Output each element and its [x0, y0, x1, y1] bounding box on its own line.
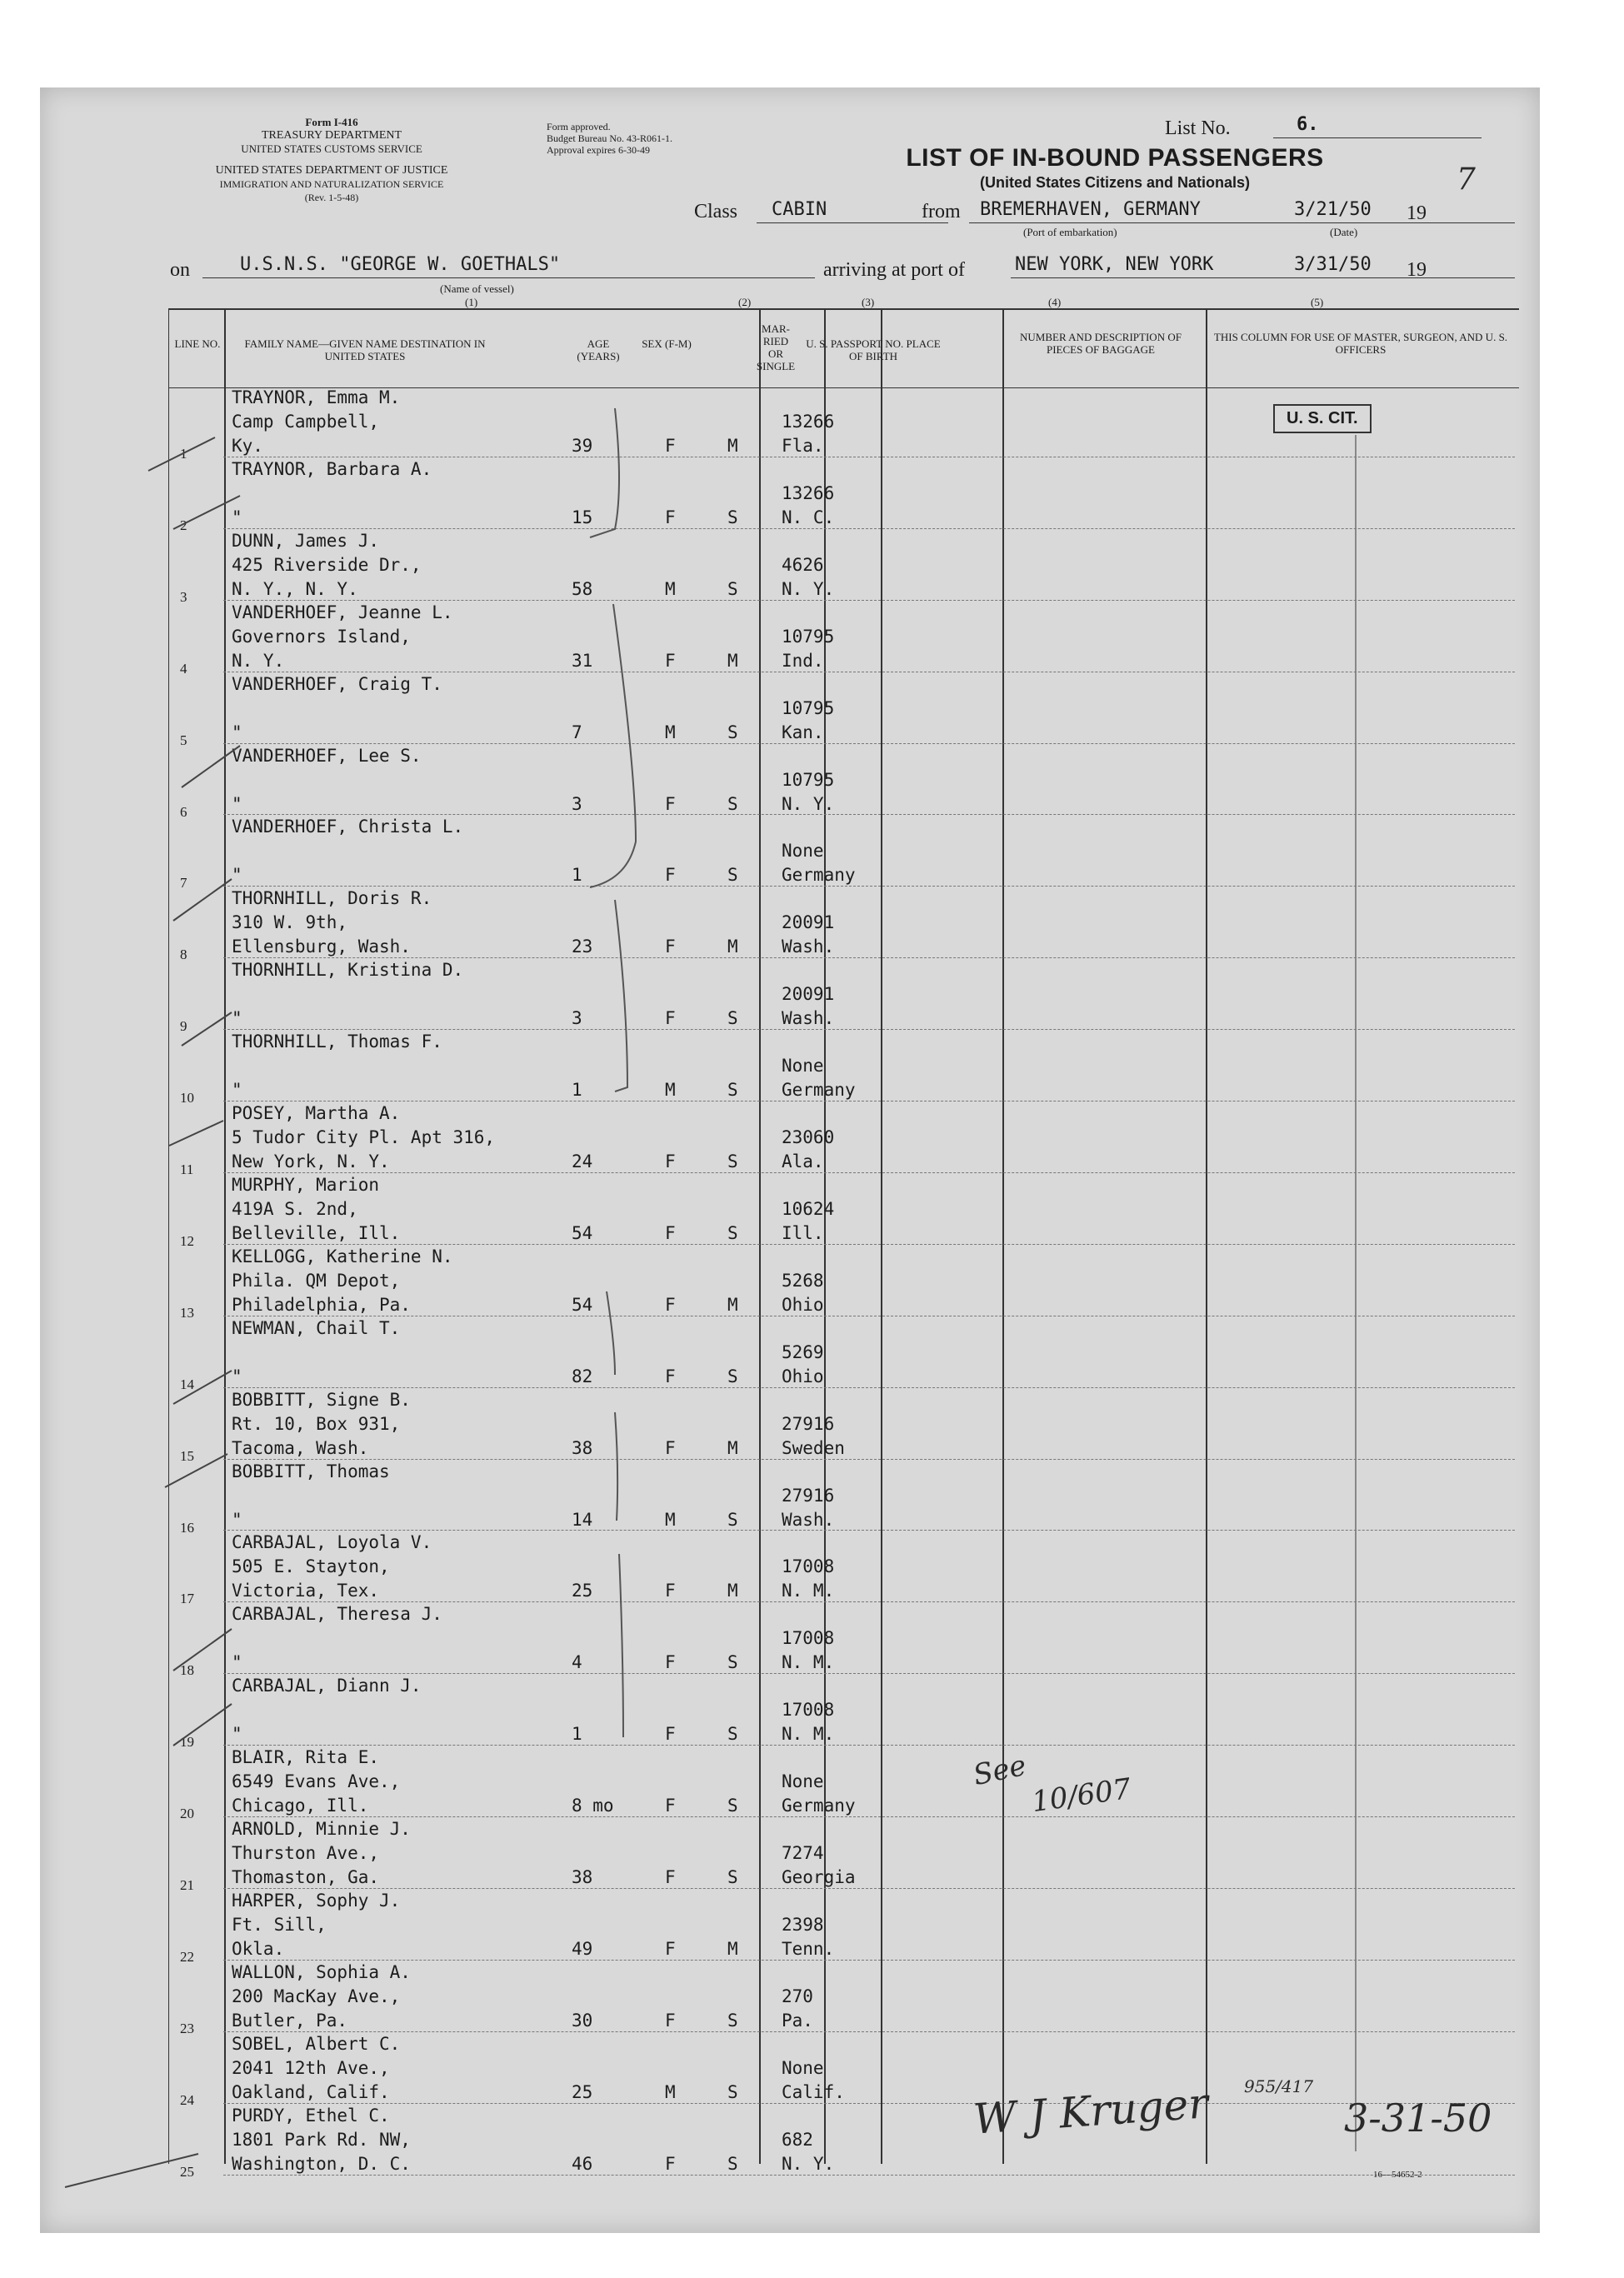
destination-line-1: 2041 12th Ave.,	[232, 2057, 390, 2078]
sex: F	[665, 1581, 676, 1601]
place-of-birth: Tenn.	[782, 1938, 835, 1959]
passenger-name: VANDERHOEF, Jeanne L.	[232, 602, 453, 622]
destination-line-2: Belleville, Ill.	[232, 1222, 401, 1243]
destination-line-1: Governors Island,	[232, 626, 411, 647]
doj-title: UNITED STATES DEPARTMENT OF JUSTICE	[215, 164, 448, 177]
sex: F	[665, 1008, 676, 1029]
destination-line-2: Butler, Pa.	[232, 2010, 348, 2031]
passport-number: 270	[782, 1986, 813, 2006]
passenger-name: SOBEL, Albert C.	[232, 2033, 401, 2054]
col-num-3: (3)	[862, 296, 875, 308]
sex: F	[665, 1724, 676, 1745]
baggage-note-number: 10/607	[1029, 1771, 1133, 1820]
passenger-name: TRAYNOR, Emma M.	[232, 387, 401, 407]
passport-number: None	[782, 1771, 824, 1792]
age: 7	[572, 722, 582, 742]
customs-service: UNITED STATES CUSTOMS SERVICE	[241, 142, 422, 155]
place-of-birth: Germany	[782, 865, 856, 886]
age: 3	[572, 1008, 582, 1029]
port-embark-caption: (Port of embarkation)	[1023, 226, 1117, 238]
age: 4	[572, 1652, 582, 1673]
destination-line-2: Okla.	[232, 1938, 285, 1959]
marital-status: M	[727, 1294, 738, 1315]
place-of-birth: Calif.	[782, 2081, 845, 2102]
destination-line-1: Phila. QM Depot,	[232, 1270, 401, 1291]
destination-line-2: N. Y.	[232, 650, 285, 671]
passport-number: 23060	[782, 1127, 835, 1147]
line-number: 25	[180, 2163, 194, 2180]
age: 46	[572, 2153, 593, 2174]
destination-line-2: Philadelphia, Pa.	[232, 1294, 411, 1315]
passenger-name: THORNHILL, Thomas F.	[232, 1032, 442, 1052]
destination-line-1: 1801 Park Rd. NW,	[232, 2129, 411, 2150]
signature-date: 3-31-50	[1344, 2096, 1492, 2141]
baggage-note-see: See	[970, 1748, 1030, 1793]
passenger-name: ARNOLD, Minnie J.	[232, 1819, 411, 1839]
age: 38	[572, 1867, 593, 1887]
col-baggage: NUMBER AND DESCRIPTION OF PIECES OF BAGGAGE	[1020, 331, 1182, 356]
age: 3	[572, 793, 582, 814]
place-of-birth: Fla.	[782, 436, 824, 456]
passport-number: 2398	[782, 1914, 824, 1935]
passport-number: None	[782, 2057, 824, 2078]
passenger-name: THORNHILL, Kristina D.	[232, 960, 464, 981]
place-of-birth: N. M.	[782, 1724, 835, 1745]
age: 23	[572, 937, 593, 957]
line-number: 13	[180, 1304, 194, 1321]
col-num-2: (2)	[738, 296, 752, 308]
line-number: 18	[180, 1662, 194, 1679]
sex: F	[665, 937, 676, 957]
passenger-name: VANDERHOEF, Lee S.	[232, 745, 422, 766]
marital-status: S	[727, 1796, 738, 1816]
approval-line-3: Approval expires 6-30-49	[547, 144, 650, 156]
sex: F	[665, 1796, 676, 1816]
place-of-birth: Pa.	[782, 2010, 813, 2031]
page-subtitle: (United States Citizens and Nationals)	[979, 174, 1251, 191]
line-number: 2	[180, 517, 187, 533]
line-number: 10	[180, 1090, 194, 1107]
destination-line-2: "	[232, 507, 242, 527]
place-of-birth: Wash.	[782, 1008, 835, 1029]
passenger-name: POSEY, Martha A.	[232, 1103, 401, 1123]
marital-status: M	[727, 436, 738, 456]
sex: F	[665, 1294, 676, 1315]
destination-line-2: "	[232, 1652, 242, 1673]
place-of-birth: Ind.	[782, 650, 824, 671]
age: 82	[572, 1366, 593, 1386]
marital-status: S	[727, 793, 738, 814]
revision-date: (Rev. 1-5-48)	[304, 192, 359, 203]
sex: M	[665, 1509, 676, 1530]
destination-line-1: Rt. 10, Box 931,	[232, 1413, 401, 1434]
place-of-birth: N. M.	[782, 1581, 835, 1601]
destination-line-2: New York, N. Y.	[232, 1151, 390, 1171]
sex: F	[665, 1652, 676, 1673]
class-label: Class	[694, 201, 738, 222]
passport-number: 10795	[782, 769, 835, 790]
marital-status: S	[727, 2153, 738, 2174]
treasury-dept: TREASURY DEPARTMENT	[261, 129, 402, 142]
destination-line-2: "	[232, 793, 242, 814]
passport-number: 4626	[782, 554, 824, 575]
passport-number: 13266	[782, 412, 835, 432]
sex: F	[665, 650, 676, 671]
col-sex: SEX (F-M)	[642, 337, 692, 350]
marital-status: S	[727, 1509, 738, 1530]
passenger-name: TRAYNOR, Barbara A.	[232, 458, 432, 479]
place-of-birth: N. M.	[782, 1652, 835, 1673]
destination-line-1: 5 Tudor City Pl. Apt 316,	[232, 1127, 496, 1147]
sex: F	[665, 865, 676, 886]
place-of-birth: Ohio	[782, 1294, 824, 1315]
age: 25	[572, 1581, 593, 1601]
sex: M	[665, 2081, 676, 2102]
passenger-name: BOBBITT, Signe B.	[232, 1389, 411, 1410]
destination-line-2: "	[232, 1366, 242, 1386]
age: 8 mo	[572, 1796, 614, 1816]
approval-line-1: Form approved.	[547, 121, 611, 132]
passenger-name: BOBBITT, Thomas	[232, 1461, 390, 1481]
line-number: 17	[180, 1591, 194, 1607]
col-num-5: (5)	[1311, 296, 1324, 308]
line-number: 6	[180, 803, 187, 820]
destination-line-1: 6549 Evans Ave.,	[232, 1771, 401, 1792]
line-number: 20	[180, 1806, 194, 1822]
marital-status: S	[727, 2081, 738, 2102]
sex: F	[665, 507, 676, 527]
destination-line-2: Victoria, Tex.	[232, 1581, 380, 1601]
line-number: 23	[180, 2020, 194, 2036]
place-of-birth: N. Y.	[782, 2153, 835, 2174]
age: 1	[572, 1724, 582, 1745]
line-number: 12	[180, 1232, 194, 1249]
embarkation-port: BREMERHAVEN, GERMANY	[980, 199, 1201, 220]
marital-status: S	[727, 1867, 738, 1887]
place-of-birth: Sweden	[782, 1437, 845, 1458]
destination-line-1: 505 E. Stayton,	[232, 1556, 390, 1577]
marital-status: S	[727, 1724, 738, 1745]
passport-number: 20091	[782, 984, 835, 1005]
marital-status: S	[727, 1652, 738, 1673]
line-number: 5	[180, 732, 187, 748]
destination-line-1: Thurston Ave.,	[232, 1843, 380, 1863]
marital-status: S	[727, 1366, 738, 1386]
sex: F	[665, 793, 676, 814]
inspector-signature: W J Kruger	[972, 2079, 1210, 2144]
passenger-name: KELLOGG, Katherine N.	[232, 1246, 453, 1266]
age: 25	[572, 2081, 593, 2102]
destination-line-2: "	[232, 1008, 242, 1029]
approval-line-2: Budget Bureau No. 43-R061-1.	[547, 132, 672, 144]
passenger-name: DUNN, James J.	[232, 530, 380, 551]
passenger-name: CARBAJAL, Theresa J.	[232, 1604, 442, 1625]
destination-line-1: 310 W. 9th,	[232, 912, 348, 933]
sex: F	[665, 1867, 676, 1887]
place-of-birth: Wash.	[782, 1509, 835, 1530]
marital-status: S	[727, 722, 738, 742]
destination-line-2: "	[232, 1509, 242, 1530]
passport-number: 17008	[782, 1628, 835, 1649]
sex: F	[665, 1151, 676, 1171]
passenger-name: HARPER, Sophy J.	[232, 1890, 401, 1911]
age: 1	[572, 1080, 582, 1101]
passport-number: 5269	[782, 1341, 824, 1362]
place-of-birth: Ill.	[782, 1222, 824, 1243]
destination-line-2: "	[232, 865, 242, 886]
citizenship-stamp: U. S. CIT.	[1273, 404, 1372, 433]
passenger-name: VANDERHOEF, Craig T.	[232, 673, 442, 694]
page-number-mark: 7	[1457, 162, 1476, 197]
page-title: LIST OF IN-BOUND PASSENGERS	[906, 144, 1324, 172]
destination-line-2: Tacoma, Wash.	[232, 1437, 369, 1458]
destination-line-1: 419A S. 2nd,	[232, 1198, 358, 1219]
year-prefix-2: 19	[1407, 259, 1427, 281]
destination-line-2: Ky.	[232, 436, 263, 456]
from-label: from	[922, 201, 961, 222]
col-line-no: LINE NO.	[174, 337, 221, 350]
passport-number: None	[782, 1056, 824, 1077]
place-of-birth: N. C.	[782, 507, 835, 527]
destination-line-1: Camp Campbell,	[232, 412, 380, 432]
line-number: 15	[180, 1447, 194, 1464]
passport-number: 27916	[782, 1413, 835, 1434]
age: 54	[572, 1294, 593, 1315]
marital-status: S	[727, 1222, 738, 1243]
sex: M	[665, 1080, 676, 1101]
line-number: 4	[180, 660, 187, 677]
passport-number: 5268	[782, 1270, 824, 1291]
destination-line-2: "	[232, 722, 242, 742]
passenger-name: THORNHILL, Doris R.	[232, 888, 432, 909]
manifest-sheet	[40, 87, 1540, 2233]
line-number: 11	[180, 1161, 194, 1177]
place-of-birth: Kan.	[782, 722, 824, 742]
line-number: 8	[180, 947, 187, 963]
marital-status: S	[727, 1080, 738, 1101]
marital-status: M	[727, 650, 738, 671]
marital-status: S	[727, 2010, 738, 2031]
age: 58	[572, 578, 593, 599]
marital-status: S	[727, 1008, 738, 1029]
col-name: FAMILY NAME—GIVEN NAME DESTINATION IN UNITED STATES	[244, 337, 486, 362]
sex: M	[665, 578, 676, 599]
sex: M	[665, 722, 676, 742]
destination-line-2: N. Y., N. Y.	[232, 578, 358, 599]
list-no-value: 6.	[1297, 114, 1319, 135]
marital-status: M	[727, 1437, 738, 1458]
col-age: AGE (YEARS)	[577, 337, 620, 362]
passenger-name: NEWMAN, Chail T.	[232, 1317, 401, 1338]
line-number: 7	[180, 875, 187, 892]
marital-status: M	[727, 1581, 738, 1601]
passport-number: 17008	[782, 1700, 835, 1721]
on-label: on	[170, 259, 190, 281]
arriving-label: arriving at port of	[823, 259, 965, 281]
passport-number: 10795	[782, 626, 835, 647]
sex: F	[665, 1222, 676, 1243]
destination-line-2: Ellensburg, Wash.	[232, 937, 411, 957]
passenger-name: CARBAJAL, Diann J.	[232, 1676, 422, 1696]
age: 15	[572, 507, 593, 527]
line-number: 22	[180, 1948, 194, 1965]
destination-line-1: Ft. Sill,	[232, 1914, 327, 1935]
marital-status: S	[727, 865, 738, 886]
sex: F	[665, 2153, 676, 2174]
age: 31	[572, 650, 593, 671]
destination-line-2: "	[232, 1724, 242, 1745]
date-caption: (Date)	[1330, 226, 1358, 238]
age: 24	[572, 1151, 593, 1171]
destination-line-2: Oakland, Calif.	[232, 2081, 390, 2102]
line-number: 3	[180, 588, 187, 605]
passenger-name: VANDERHOEF, Christa L.	[232, 817, 464, 837]
passport-number: 13266	[782, 482, 835, 503]
destination-line-2: Thomaston, Ga.	[232, 1867, 380, 1887]
place-of-birth: N. Y.	[782, 578, 835, 599]
vessel-caption: (Name of vessel)	[440, 282, 514, 295]
sex: F	[665, 436, 676, 456]
destination-line-2: Chicago, Ill.	[232, 1796, 369, 1816]
passport-number: 7274	[782, 1843, 824, 1863]
destination-line-1: 200 MacKay Ave.,	[232, 1986, 401, 2006]
arrival-date: 3/31/50	[1294, 254, 1372, 275]
passport-number: 27916	[782, 1485, 835, 1506]
age: 30	[572, 2010, 593, 2031]
ins-title: IMMIGRATION AND NATURALIZATION SERVICE	[219, 178, 444, 190]
passport-number: 10795	[782, 697, 835, 718]
place-of-birth: Germany	[782, 1796, 856, 1816]
passport-number: 682	[782, 2129, 813, 2150]
marital-status: S	[727, 1151, 738, 1171]
place-of-birth: Germany	[782, 1080, 856, 1101]
sex: F	[665, 1366, 676, 1386]
footer-code: 16—54652-2	[1373, 2170, 1422, 2180]
passport-number: None	[782, 841, 824, 862]
class-value: CABIN	[772, 199, 827, 220]
passenger-name: MURPHY, Marion	[232, 1174, 380, 1195]
destination-line-2: "	[232, 1080, 242, 1101]
age: 54	[572, 1222, 593, 1243]
passenger-name: BLAIR, Rita E.	[232, 1747, 380, 1768]
age: 14	[572, 1509, 593, 1530]
age: 49	[572, 1938, 593, 1959]
line-number: 19	[180, 1734, 194, 1751]
place-of-birth: Wash.	[782, 937, 835, 957]
list-no-label: List No.	[1165, 117, 1231, 139]
passport-number: 10624	[782, 1198, 835, 1219]
age: 38	[572, 1437, 593, 1458]
destination-line-2: Washington, D. C.	[232, 2153, 411, 2174]
line-number: 21	[180, 1877, 194, 1893]
passport-number: 17008	[782, 1556, 835, 1577]
place-of-birth: Ohio	[782, 1366, 824, 1386]
line-number: 9	[180, 1018, 187, 1035]
signature-fraction: 955/417	[1244, 2076, 1314, 2096]
line-number: 1	[180, 446, 187, 462]
vessel-name: U.S.N.S. "GEORGE W. GOETHALS"	[240, 254, 561, 275]
year-prefix-1: 19	[1407, 202, 1427, 224]
passport-number: 20091	[782, 912, 835, 933]
passenger-name: CARBAJAL, Loyola V.	[232, 1532, 432, 1553]
sex: F	[665, 1938, 676, 1959]
place-of-birth: Ala.	[782, 1151, 824, 1171]
col-married: MAR-RIED OR SINGLE	[756, 322, 796, 372]
destination-line-1: 425 Riverside Dr.,	[232, 554, 422, 575]
form-number: Form I-416	[305, 116, 358, 128]
passenger-name: PURDY, Ethel C.	[232, 2105, 390, 2126]
arrival-port: NEW YORK, NEW YORK	[1015, 254, 1214, 275]
col-officers: THIS COLUMN FOR USE OF MASTER, SURGEON, AND U. S. OFFICERS	[1213, 331, 1508, 356]
age: 39	[572, 436, 593, 456]
col-num-4: (4)	[1048, 296, 1062, 308]
place-of-birth: N. Y.	[782, 793, 835, 814]
col-num-1: (1)	[465, 296, 478, 308]
sex: F	[665, 1437, 676, 1458]
passenger-name: WALLON, Sophia A.	[232, 1961, 411, 1982]
marital-status: S	[727, 578, 738, 599]
marital-status: M	[727, 937, 738, 957]
sex: F	[665, 2010, 676, 2031]
line-number: 24	[180, 2091, 194, 2108]
marital-status: S	[727, 507, 738, 527]
line-number: 16	[180, 1519, 194, 1536]
col-passport: U. S. PASSPORT NO. PLACE OF BIRTH	[806, 337, 941, 362]
marital-status: M	[727, 1938, 738, 1959]
age: 1	[572, 865, 582, 886]
bracket-marks	[40, 87, 1540, 2233]
departure-date: 3/21/50	[1294, 199, 1372, 220]
line-number: 14	[180, 1376, 194, 1392]
place-of-birth: Georgia	[782, 1867, 856, 1887]
